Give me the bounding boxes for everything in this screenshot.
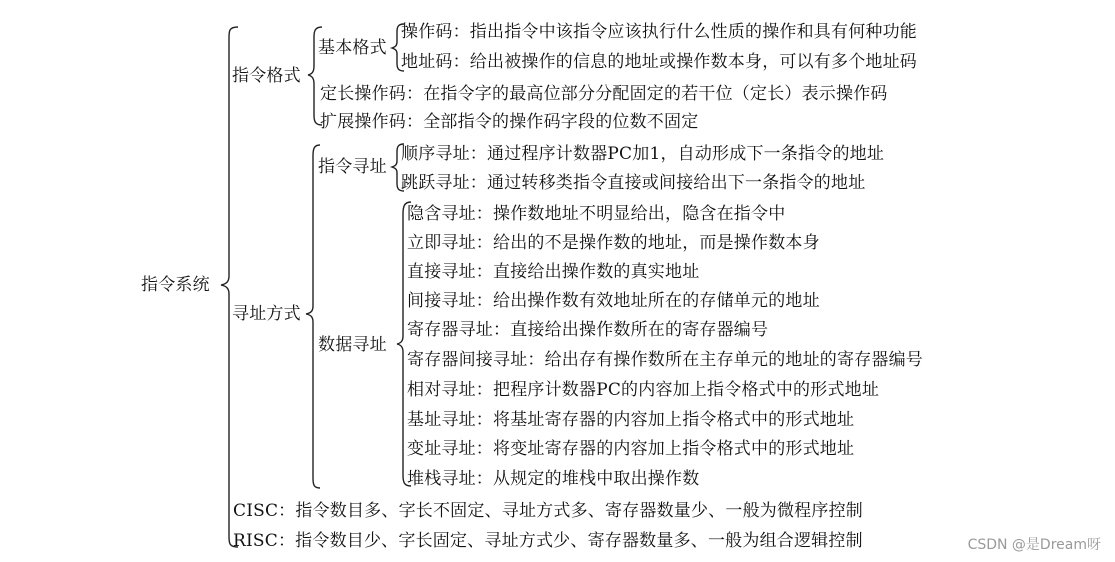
instruction-addressing-item: 顺序寻址：通过程序计数器PC加1，自动形成下一条指令的地址 [401, 144, 885, 164]
data-addressing-item: 隐含寻址：操作数地址不明显给出，隐含在指令中 [407, 204, 786, 224]
data-addressing-label: 数据寻址 [318, 335, 387, 355]
data-addressing-item: 立即寻址：给出的不是操作数的地址，而是操作数本身 [407, 233, 820, 253]
data-addressing-item: 直接寻址：直接给出操作数的真实地址 [407, 262, 700, 282]
data-addressing-item: 相对寻址：把程序计数器PC的内容加上指令格式中的形式地址 [407, 380, 880, 400]
data-addressing-item: 寄存器寻址：直接给出操作数所在的寄存器编号 [407, 320, 769, 340]
format-label: 指令格式 [232, 66, 301, 86]
fixed-opcode-item: 定长操作码：在指令字的最高位部分分配固定的若干位（定长）表示操作码 [320, 84, 888, 104]
opcode-item: 操作码：指出指令中该指令应该执行什么性质的操作和具有何种功能 [401, 22, 917, 42]
address-code-item: 地址码：给出被操作的信息的地址或操作数本身，可以有多个地址码 [401, 52, 917, 72]
data-addressing-item: 堆栈寻址：从规定的堆栈中取出操作数 [407, 469, 700, 489]
data-addressing-item: 变址寻址：将变址寄存器的内容加上指令格式中的形式地址 [407, 439, 855, 459]
addressing-label: 寻址方式 [232, 304, 301, 324]
root-label: 指令系统 [141, 275, 210, 295]
basic-format-label: 基本格式 [318, 38, 387, 58]
watermark: CSDN @是Dream呀 [967, 537, 1101, 553]
data-addressing-item: 寄存器间接寻址：给出存有操作数所在主存单元的地址的寄存器编号 [407, 350, 923, 370]
extended-opcode-item: 扩展操作码：全部指令的操作码字段的位数不固定 [320, 112, 699, 132]
data-addressing-item: 间接寻址：给出操作数有效地址所在的存储单元的地址 [407, 291, 820, 311]
data-addressing-item: 基址寻址：将基址寄存器的内容加上指令格式中的形式地址 [407, 410, 855, 430]
instruction-addressing-item: 跳跃寻址：通过转移类指令直接或间接给出下一条指令的地址 [401, 173, 866, 193]
risc-item: RISC：指令数目少、字长固定、寻址方式少、寄存器数量多、一般为组合逻辑控制 [233, 531, 863, 551]
root-brace [221, 27, 238, 547]
cisc-item: CISC：指令数目多、字长不固定、寻址方式多、寄存器数量少、一般为微程序控制 [233, 501, 863, 521]
instruction-addressing-label: 指令寻址 [318, 157, 387, 177]
addressing-brace [306, 145, 320, 488]
